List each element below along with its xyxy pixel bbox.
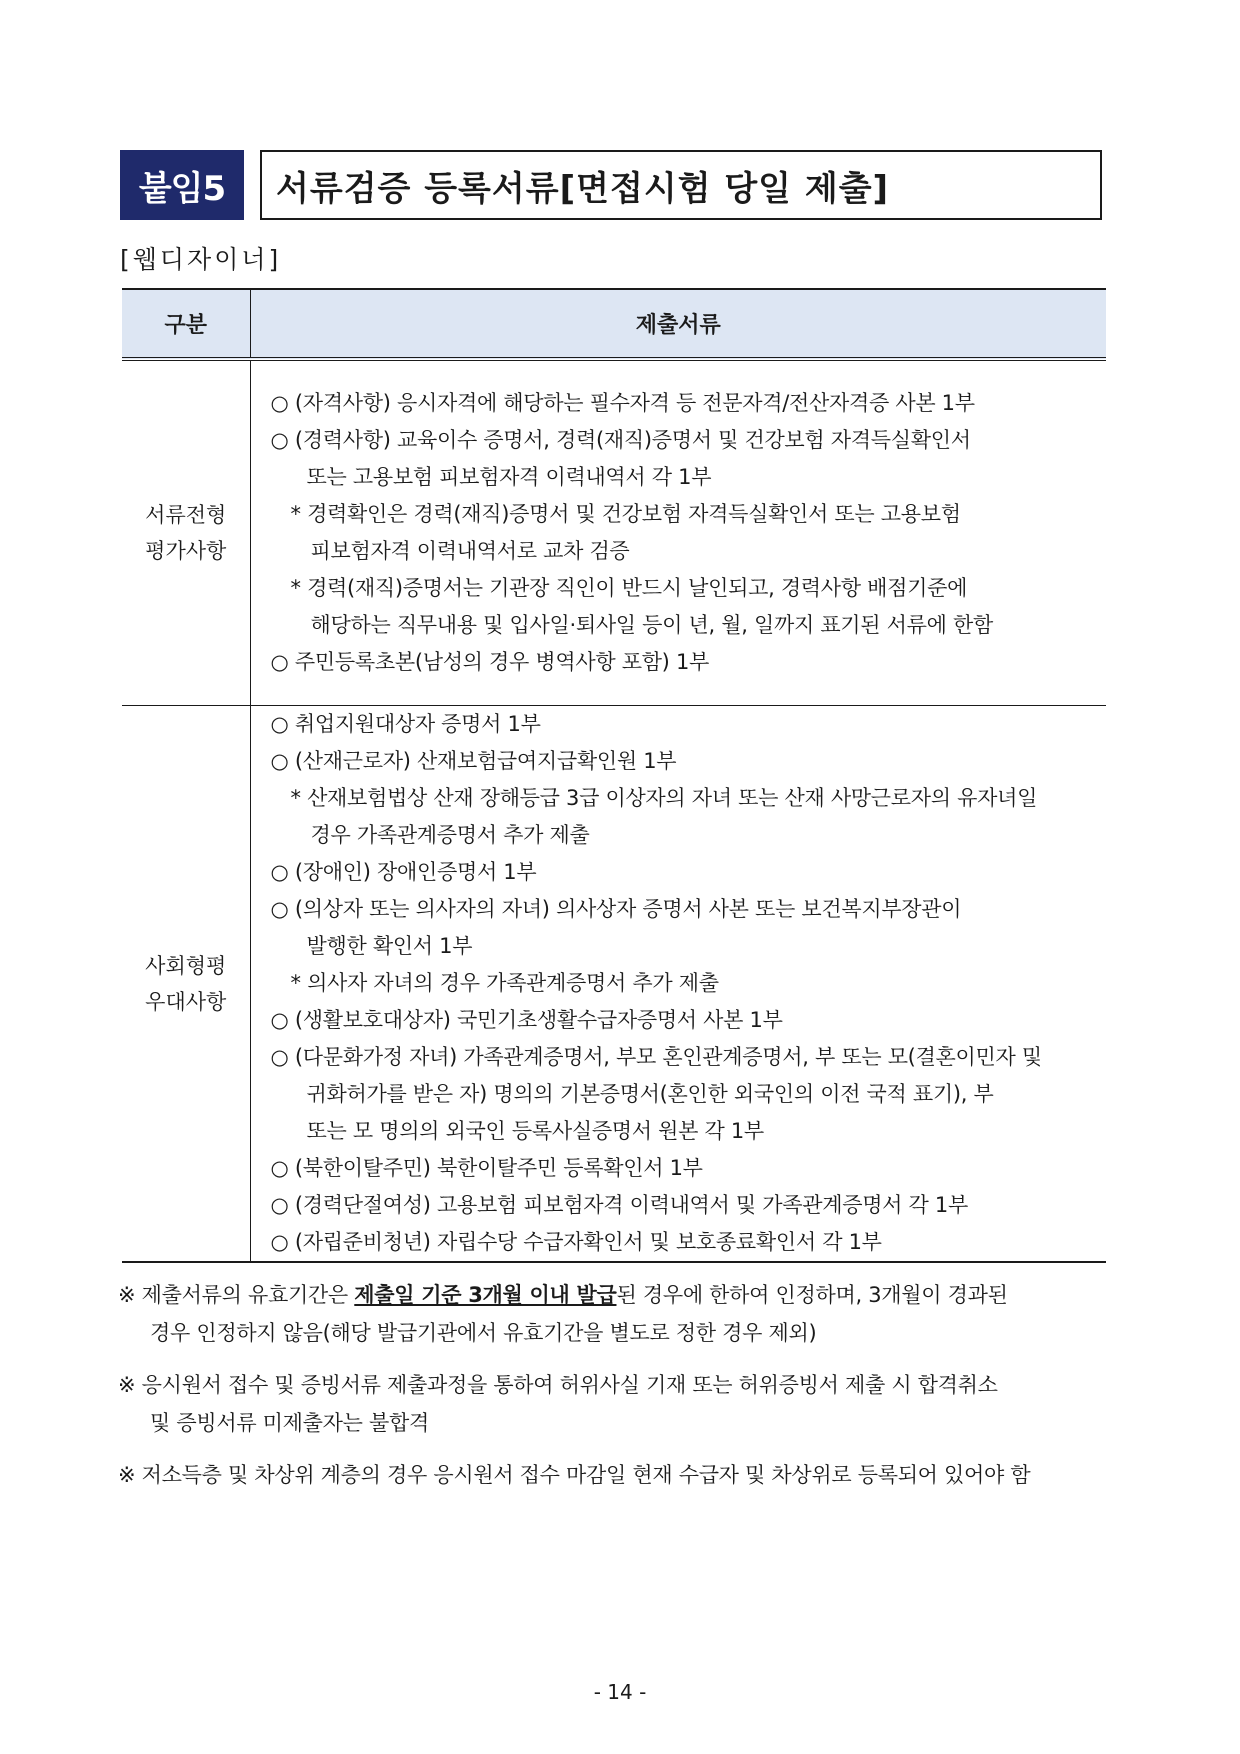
note-line: 피보험자격 이력내역서로 교차 검증 <box>310 539 630 563</box>
header-category: 구분 <box>122 289 250 359</box>
table-row <box>122 706 1106 1263</box>
note-text: ※ 저소득층 및 차상위 계층의 경우 응시원서 접수 마감일 현재 수급자 및 차상위로 등록되어 있어야 함 <box>118 1463 1031 1487</box>
documents-cell <box>250 706 1106 1263</box>
document-item: ○ 취업지원대상자 증명서 1부 <box>270 712 541 736</box>
table-header-row <box>122 289 1106 359</box>
note-line: * 산재보험법상 산재 장해등급 3급 이상자의 자녀 또는 산재 사망근로자의 유자녀일 <box>290 786 1038 810</box>
document-item: 발행한 확인서 1부 <box>306 934 473 958</box>
notes-section <box>118 1276 1108 1508</box>
note-line: * 경력확인은 경력(재직)증명서 및 건강보험 자격득실확인서 또는 고용보험 <box>290 502 961 526</box>
document-item: 또는 모 명의의 외국인 등록사실증명서 원본 각 1부 <box>306 1119 764 1143</box>
table-row <box>122 359 1106 706</box>
header-documents: 제출서류 <box>250 289 1106 359</box>
note-continuation: 및 증빙서류 미제출자는 불합격 <box>150 1411 429 1435</box>
note-false-info <box>118 1366 1108 1442</box>
document-item: ○ (산재근로자) 산재보험급여지급확인원 1부 <box>270 749 677 773</box>
documents-table <box>122 288 1106 1263</box>
note-emphasis: 제출일 기준 3개월 이내 발급 <box>354 1283 617 1307</box>
job-title: [웹디자이너] <box>120 245 282 274</box>
document-item: ○ (북한이탈주민) 북한이탈주민 등록확인서 1부 <box>270 1156 703 1180</box>
documents-cell <box>250 359 1106 706</box>
note-line: * 의사자 자녀의 경우 가족관계증명서 추가 제출 <box>290 971 719 995</box>
document-item: ○ (다문화가정 자녀) 가족관계증명서, 부모 혼인관계증명서, 부 또는 모(결혼이민자 및 <box>270 1045 1042 1069</box>
category-line: 우대사항 <box>145 989 227 1014</box>
page-number: - 14 - <box>593 1680 647 1704</box>
note-low-income <box>118 1456 1108 1494</box>
document-item: ○ (자립준비청년) 자립수당 수급자확인서 및 보호종료확인서 각 1부 <box>270 1230 882 1254</box>
note-line: 해당하는 직무내용 및 입사일·퇴사일 등이 년, 월, 일까지 표기된 서류에 한함 <box>310 613 993 637</box>
attachment-badge: 붙임5 <box>120 150 244 220</box>
note-line: * 경력(재직)증명서는 기관장 직인이 반드시 날인되고, 경력사항 배점기준에 <box>290 576 968 600</box>
section-title: 서류검증 등록서류[면접시험 당일 제출] <box>260 150 1102 220</box>
category-line: 사회형평 <box>145 953 227 978</box>
category-line: 평가사항 <box>145 539 227 563</box>
document-item: ○ (생활보호대상자) 국민기초생활수급자증명서 사본 1부 <box>270 1008 783 1032</box>
category-cell <box>122 706 250 1263</box>
document-item: 또는 고용보험 피보험자격 이력내역서 각 1부 <box>306 465 712 489</box>
note-text: 된 경우에 한하여 인정하며, 3개월이 경과된 <box>616 1283 1008 1307</box>
note-line: 경우 가족관계증명서 추가 제출 <box>310 823 590 847</box>
note-text: ※ 응시원서 접수 및 증빙서류 제출과정을 통하여 허위사실 기재 또는 허위증빙서 제출 시 합격취소 <box>118 1373 998 1397</box>
note-validity <box>118 1276 1108 1352</box>
section-header <box>120 150 1102 220</box>
document-item: 귀화허가를 받은 자) 명의의 기본증명서(혼인한 외국인의 이전 국적 표기), 부 <box>306 1082 994 1106</box>
document-item: ○ (의상자 또는 의사자의 자녀) 의사상자 증명서 사본 또는 보건복지부장관이 <box>270 897 962 921</box>
category-line: 서류전형 <box>145 503 227 527</box>
document-item: ○ (장애인) 장애인증명서 1부 <box>270 860 537 884</box>
document-item: ○ (경력단절여성) 고용보험 피보험자격 이력내역서 및 가족관계증명서 각 1부 <box>270 1193 968 1217</box>
note-text: ※ 제출서류의 유효기간은 <box>118 1283 355 1307</box>
note-continuation: 경우 인정하지 않음(해당 발급기관에서 유효기간을 별도로 정한 경우 제외) <box>150 1321 817 1345</box>
document-item: ○ (경력사항) 교육이수 증명서, 경력(재직)증명서 및 건강보험 자격득실확인서 <box>270 428 971 452</box>
document-item: ○ 주민등록초본(남성의 경우 병역사항 포함) 1부 <box>270 650 709 674</box>
category-cell <box>122 359 250 706</box>
document-item: ○ (자격사항) 응시자격에 해당하는 필수자격 등 전문자격/전산자격증 사본 1부 <box>270 391 975 415</box>
